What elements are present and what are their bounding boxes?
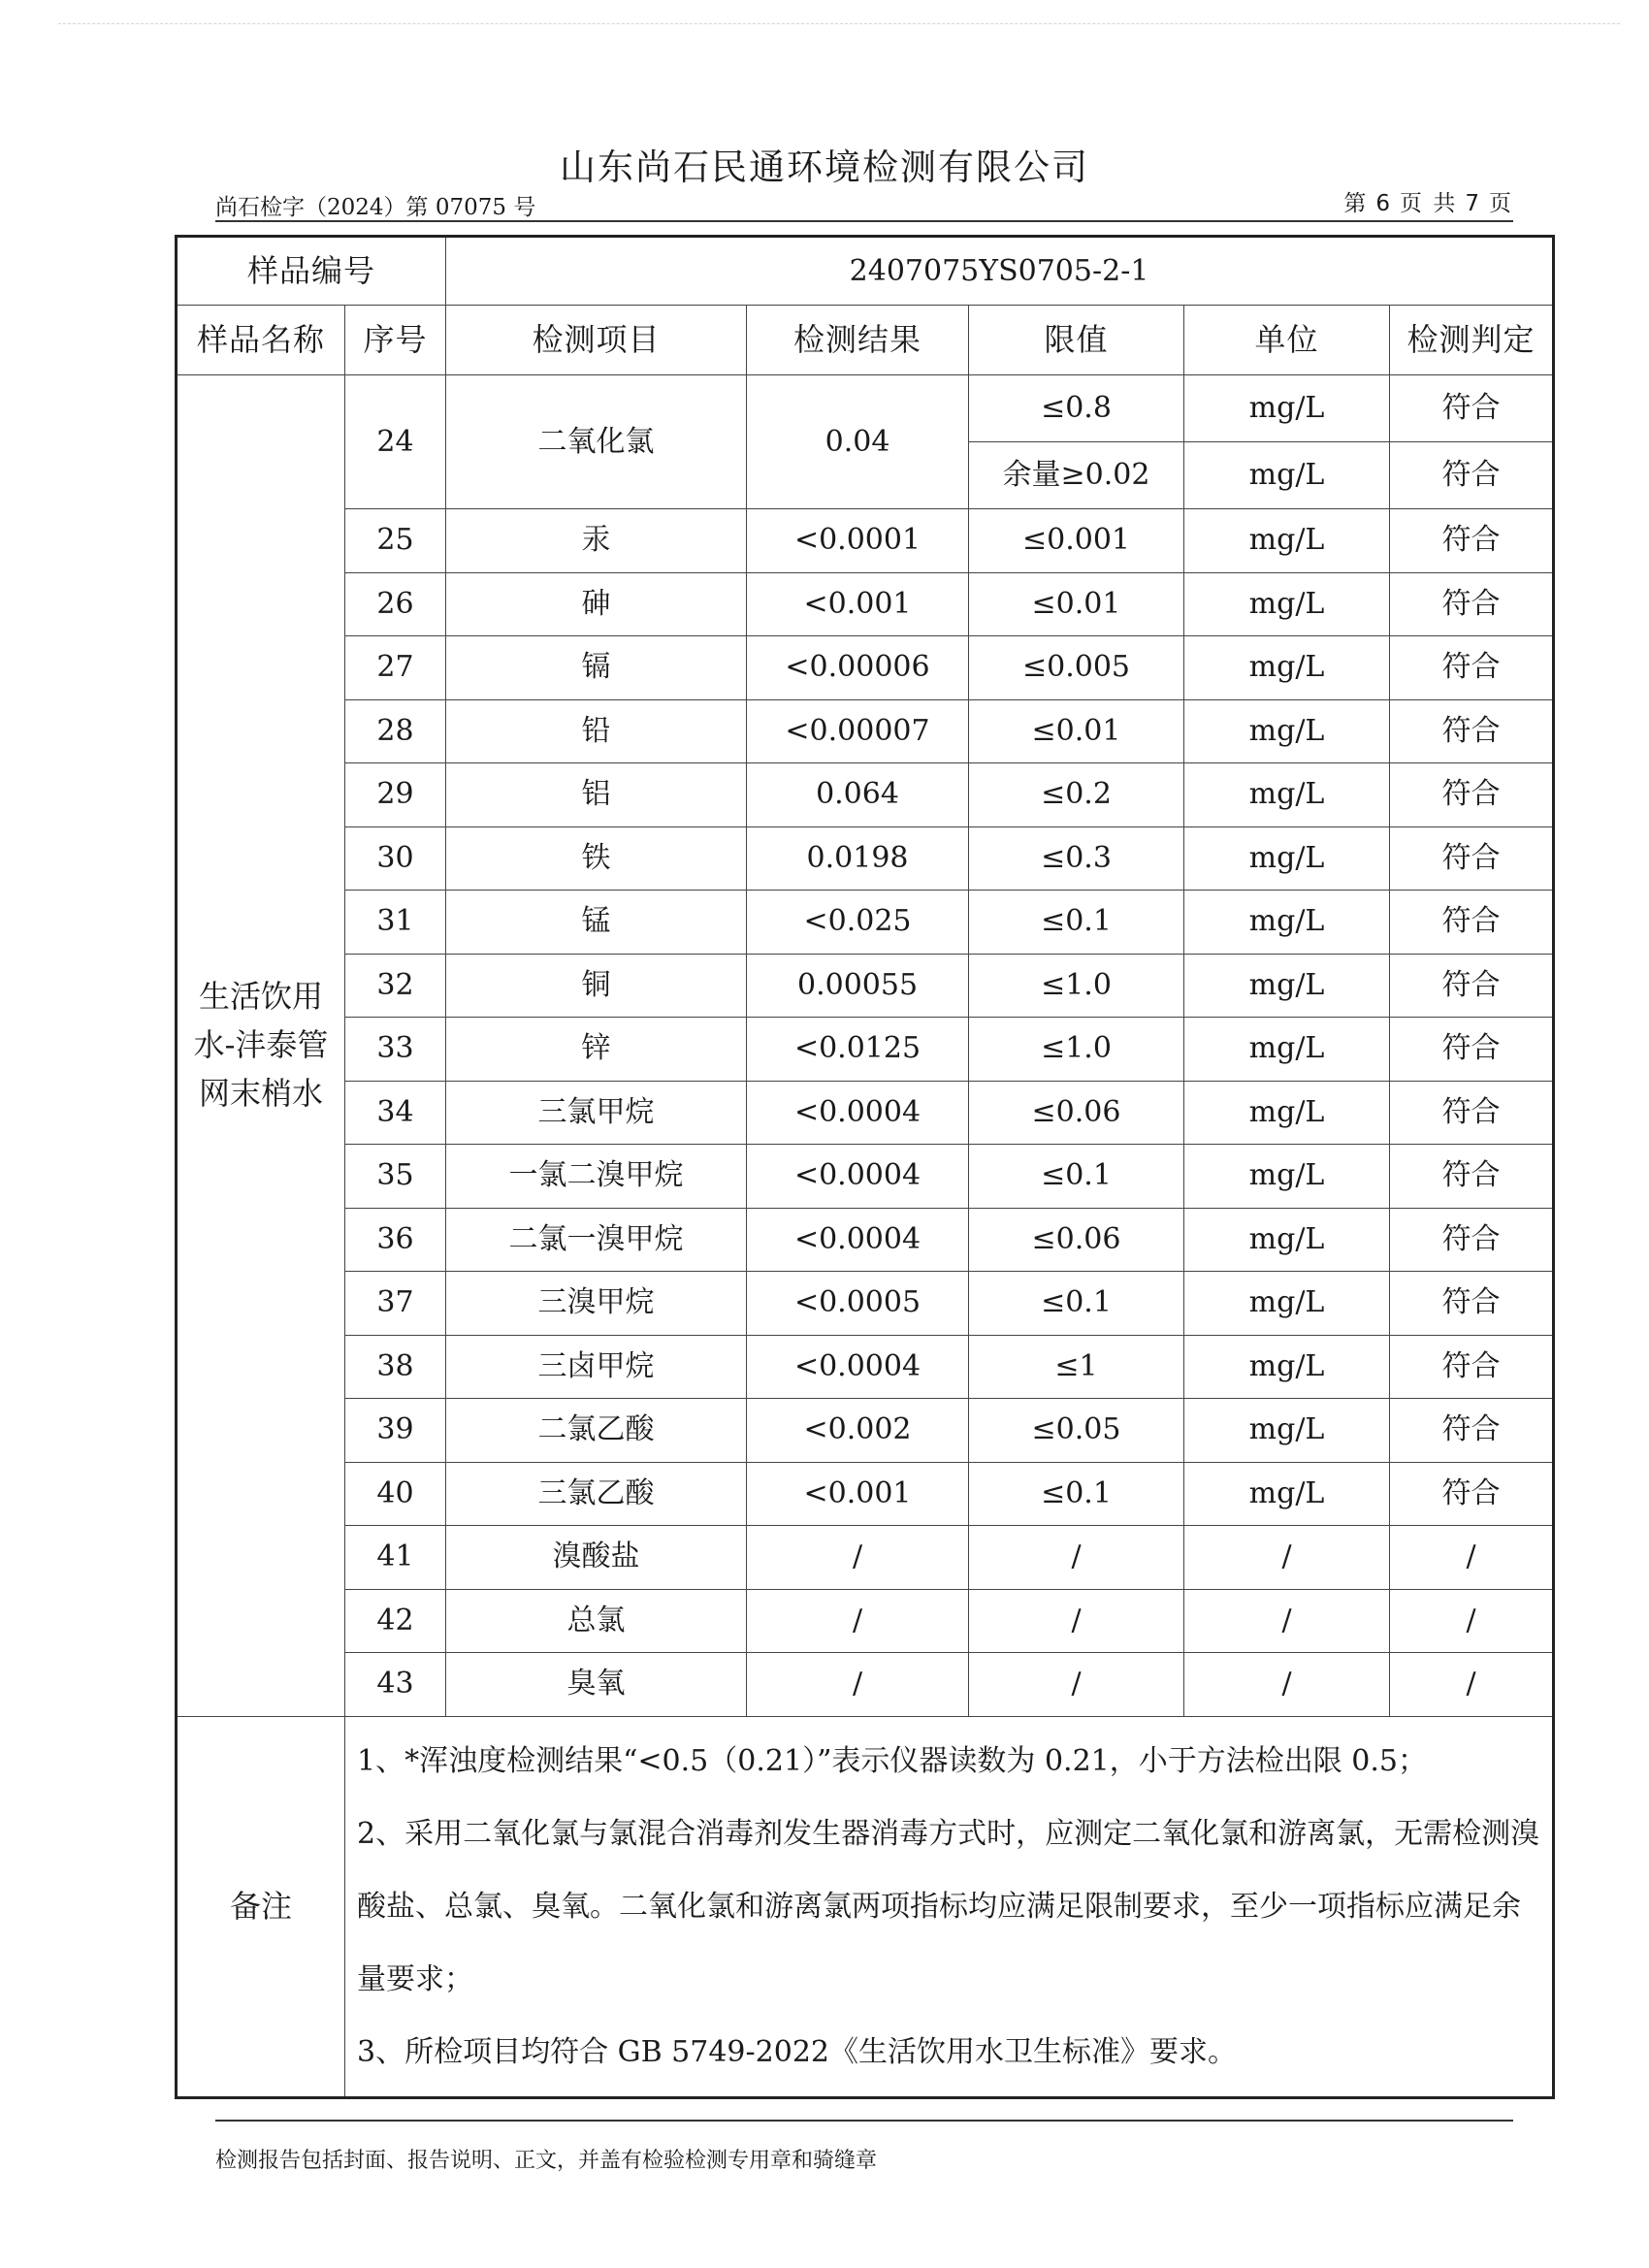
row-verdict: 符合 (1390, 1272, 1554, 1336)
row-unit: / (1184, 1653, 1390, 1717)
row-verdict: 符合 (1390, 375, 1554, 442)
row-no: 39 (345, 1399, 446, 1463)
page-indicator (1343, 185, 1513, 217)
row-limit: ≤0.005 (969, 636, 1184, 700)
row-limit: ≤1.0 (969, 1018, 1184, 1082)
footer-rule (215, 2120, 1513, 2122)
row-result: <0.0004 (747, 1081, 969, 1145)
row-item: 三氯甲烷 (446, 1081, 747, 1145)
col-header-verdict: 检测判定 (1390, 306, 1554, 375)
row-limit: ≤1.0 (969, 954, 1184, 1018)
row-item: 锌 (446, 1018, 747, 1082)
row-verdict: 符合 (1390, 1462, 1554, 1526)
row-verdict: 符合 (1390, 1018, 1554, 1082)
row-limit: / (969, 1653, 1184, 1717)
row-item: 砷 (446, 572, 747, 636)
header-rule (215, 220, 1513, 222)
remark-item: 2、采用二氧化氯与氯混合消毒剂发生器消毒方式时，应测定二氧化氯和游离氯，无需检测溴酸盐、总氯、臭氧。二氧化氯和游离氯两项指标均应满足限制要求，至少一项指标应满足余量要求； (357, 1816, 1540, 1996)
row-result: 0.04 (747, 375, 969, 509)
row-unit: mg/L (1184, 763, 1390, 827)
row-item: 总氯 (446, 1589, 747, 1653)
row-result: <0.001 (747, 1462, 969, 1526)
row-no: 35 (345, 1145, 446, 1209)
row-no: 31 (345, 891, 446, 955)
row-no: 32 (345, 954, 446, 1018)
page-total: 7 (1465, 191, 1481, 216)
table-row (177, 1399, 1554, 1463)
remarks-row (177, 1716, 1554, 2097)
table-row (177, 1335, 1554, 1399)
row-item: 镉 (446, 636, 747, 700)
top-dashed-rule (58, 23, 1620, 24)
row-unit: / (1184, 1589, 1390, 1653)
row-item: 三氯乙酸 (446, 1462, 747, 1526)
table-row (177, 1208, 1554, 1272)
row-item: 一氯二溴甲烷 (446, 1145, 747, 1209)
row-verdict: 符合 (1390, 763, 1554, 827)
row-result: / (747, 1589, 969, 1653)
col-header-unit: 单位 (1184, 306, 1390, 375)
row-item: 二氯一溴甲烷 (446, 1208, 747, 1272)
row-item: 铝 (446, 763, 747, 827)
row-verdict: 符合 (1390, 826, 1554, 891)
table-row (177, 954, 1554, 1018)
table-row (177, 1462, 1554, 1526)
row-item: 二氯乙酸 (446, 1399, 747, 1463)
row-result: <0.0005 (747, 1272, 969, 1336)
row-limit: ≤0.1 (969, 891, 1184, 955)
row-no: 27 (345, 636, 446, 700)
row-verdict: 符合 (1390, 1399, 1554, 1463)
row-unit: mg/L (1184, 1335, 1390, 1399)
row-unit: mg/L (1184, 1272, 1390, 1336)
row-limit: ≤0.1 (969, 1145, 1184, 1209)
row-unit: mg/L (1184, 826, 1390, 891)
table-row (177, 375, 1554, 442)
row-unit: mg/L (1184, 1145, 1390, 1209)
table-row (177, 1081, 1554, 1145)
row-result: / (747, 1653, 969, 1717)
row-limit: / (969, 1589, 1184, 1653)
row-limit: ≤0.2 (969, 763, 1184, 827)
row-limit: ≤1 (969, 1335, 1184, 1399)
row-limit: / (969, 1526, 1184, 1590)
row-verdict: 符合 (1390, 1335, 1554, 1399)
row-verdict: 符合 (1390, 636, 1554, 700)
row-unit: mg/L (1184, 572, 1390, 636)
row-item: 锰 (446, 891, 747, 955)
row-no: 38 (345, 1335, 446, 1399)
row-verdict: 符合 (1390, 1208, 1554, 1272)
row-limit: ≤0.1 (969, 1462, 1184, 1526)
remark-item: 3、所检项目均符合 GB 5749-2022《生活饮用水卫生标准》要求。 (357, 2034, 1238, 2069)
row-unit: mg/L (1184, 1018, 1390, 1082)
row-result: <0.0001 (747, 509, 969, 573)
row-result: / (747, 1526, 969, 1590)
row-result: <0.00006 (747, 636, 969, 700)
row-verdict: 符合 (1390, 572, 1554, 636)
row-limit: ≤0.01 (969, 572, 1184, 636)
row-item: 臭氧 (446, 1653, 747, 1717)
row-unit: mg/L (1184, 699, 1390, 763)
table-row (177, 826, 1554, 891)
row-result: 0.00055 (747, 954, 969, 1018)
row-item: 汞 (446, 509, 747, 573)
row-result: <0.001 (747, 572, 969, 636)
remark-item: 1、*浑浊度检测结果“<0.5（0.21）”表示仪器读数为 0.21，小于方法检出限 0.5； (357, 1743, 1427, 1778)
row-result: 0.0198 (747, 826, 969, 891)
table-row (177, 1145, 1554, 1209)
sample-name-cell: 生活饮用水-沣泰管网末梢水 (177, 375, 345, 1717)
row-result: <0.025 (747, 891, 969, 955)
row-no: 34 (345, 1081, 446, 1145)
row-unit: mg/L (1184, 1399, 1390, 1463)
row-no: 36 (345, 1208, 446, 1272)
row-unit: mg/L (1184, 1462, 1390, 1526)
row-result: <0.0004 (747, 1208, 969, 1272)
table-row (177, 699, 1554, 763)
row-no: 24 (345, 375, 446, 509)
row-limit: ≤0.01 (969, 699, 1184, 763)
row-unit: mg/L (1184, 636, 1390, 700)
row-unit: mg/L (1184, 509, 1390, 573)
footer-note: 检测报告包括封面、报告说明、正文，并盖有检验检测专用章和骑缝章 (215, 2149, 878, 2173)
row-unit: mg/L (1184, 375, 1390, 442)
row-verdict: / (1390, 1653, 1554, 1717)
sample-number-value: 2407075YS0705-2-1 (446, 237, 1554, 306)
row-limit-residual: 余量≥0.02 (969, 442, 1184, 509)
results-table-wrapper (175, 235, 1552, 2069)
remarks-cell (345, 1716, 1554, 2097)
report-number: 尚石检字（2024）第 07075 号 (215, 195, 536, 220)
row-unit: / (1184, 1526, 1390, 1590)
row-item: 铜 (446, 954, 747, 1018)
col-header-item: 检测项目 (446, 306, 747, 375)
row-result: <0.0004 (747, 1145, 969, 1209)
row-limit: ≤0.05 (969, 1399, 1184, 1463)
row-no: 43 (345, 1653, 446, 1717)
row-item: 三卤甲烷 (446, 1335, 747, 1399)
row-verdict: 符合 (1390, 954, 1554, 1018)
row-item: 铁 (446, 826, 747, 891)
table-row (177, 1653, 1554, 1717)
row-no: 25 (345, 509, 446, 573)
row-no: 29 (345, 763, 446, 827)
row-unit: mg/L (1184, 954, 1390, 1018)
row-no: 42 (345, 1589, 446, 1653)
row-unit: mg/L (1184, 442, 1390, 509)
row-limit: ≤0.001 (969, 509, 1184, 573)
page-suffix: 页 (1489, 191, 1513, 216)
row-no: 26 (345, 572, 446, 636)
row-verdict: 符合 (1390, 1081, 1554, 1145)
page-prefix: 第 (1343, 191, 1369, 216)
row-verdict: 符合 (1390, 509, 1554, 573)
table-row (177, 572, 1554, 636)
col-header-sample-name: 样品名称 (177, 306, 345, 375)
row-no: 28 (345, 699, 446, 763)
row-item: 三溴甲烷 (446, 1272, 747, 1336)
row-no: 33 (345, 1018, 446, 1082)
table-row (177, 1589, 1554, 1653)
results-table (175, 235, 1555, 2099)
column-header-row (177, 306, 1554, 375)
page-mid: 页 共 (1400, 191, 1458, 216)
row-no: 37 (345, 1272, 446, 1336)
row-limit: ≤0.3 (969, 826, 1184, 891)
row-limit: ≤0.06 (969, 1081, 1184, 1145)
col-header-no: 序号 (345, 306, 446, 375)
row-result: <0.00007 (747, 699, 969, 763)
row-limit: ≤0.1 (969, 1272, 1184, 1336)
row-verdict: 符合 (1390, 891, 1554, 955)
table-row (177, 1526, 1554, 1590)
row-item: 铅 (446, 699, 747, 763)
row-limit: ≤0.8 (969, 375, 1184, 442)
row-verdict: / (1390, 1526, 1554, 1590)
row-result: 0.064 (747, 763, 969, 827)
row-unit: mg/L (1184, 1208, 1390, 1272)
row-verdict: 符合 (1390, 699, 1554, 763)
table-row (177, 763, 1554, 827)
row-limit: ≤0.06 (969, 1208, 1184, 1272)
row-item: 溴酸盐 (446, 1526, 747, 1590)
row-no: 30 (345, 826, 446, 891)
col-header-limit: 限值 (969, 306, 1184, 375)
row-unit: mg/L (1184, 891, 1390, 955)
page-current: 6 (1375, 191, 1393, 216)
row-no: 40 (345, 1462, 446, 1526)
row-unit: mg/L (1184, 1081, 1390, 1145)
sample-number-row (177, 237, 1554, 306)
row-verdict: 符合 (1390, 442, 1554, 509)
row-result: <0.0125 (747, 1018, 969, 1082)
company-name: 山东尚石民通环境检测有限公司 (560, 146, 1089, 188)
table-row (177, 891, 1554, 955)
row-item: 二氧化氯 (446, 375, 747, 509)
row-verdict: / (1390, 1589, 1554, 1653)
sample-number-label: 样品编号 (177, 237, 446, 306)
remarks-label: 备注 (177, 1716, 345, 2097)
table-row (177, 1272, 1554, 1336)
row-verdict: 符合 (1390, 1145, 1554, 1209)
row-no: 41 (345, 1526, 446, 1590)
row-result: <0.0004 (747, 1335, 969, 1399)
table-row (177, 636, 1554, 700)
row-result: <0.002 (747, 1399, 969, 1463)
table-row (177, 1018, 1554, 1082)
col-header-result: 检测结果 (747, 306, 969, 375)
table-row (177, 509, 1554, 573)
